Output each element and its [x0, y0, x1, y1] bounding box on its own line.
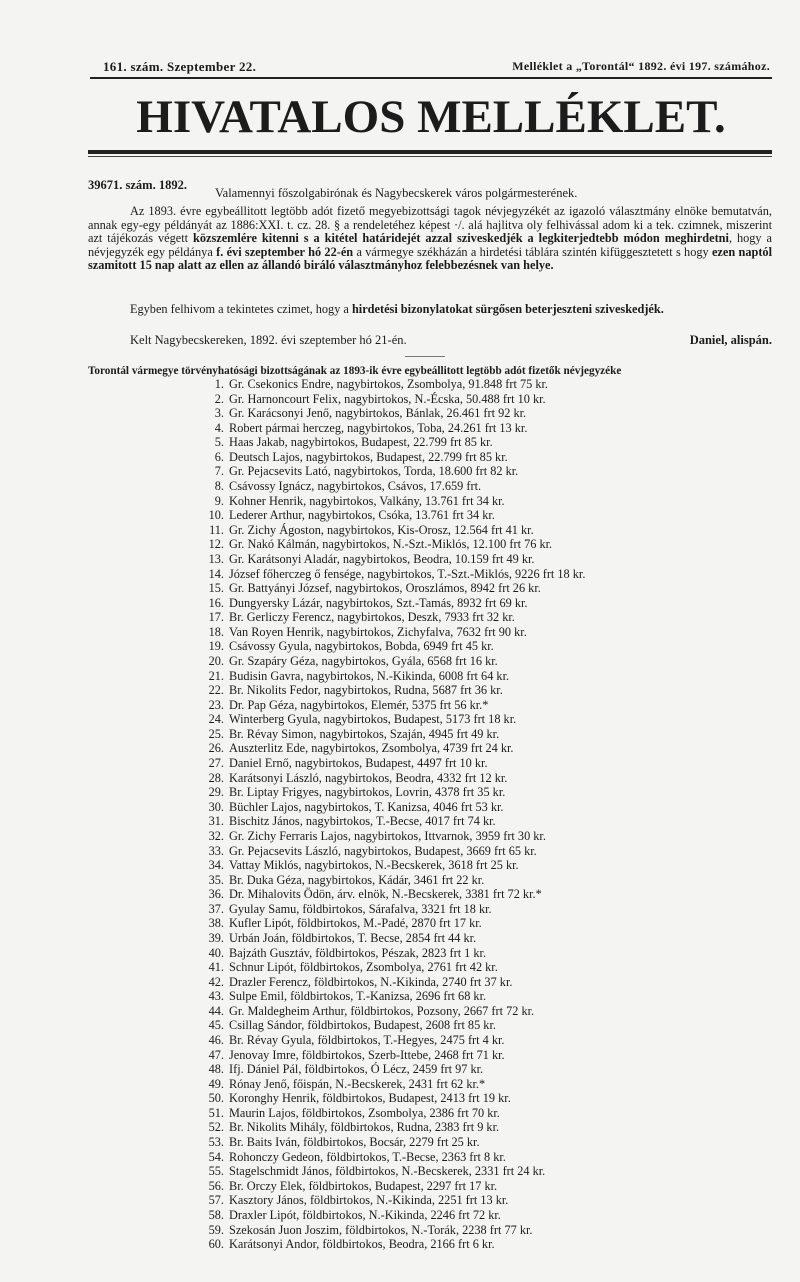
list-item-number: 54. [208, 1149, 224, 1164]
paragraph-segment: hirdetési bizonylatokat sürgősen beterjeszteni sziveskedjék. [351, 302, 664, 316]
paragraph-segment: Egyben felhivom a tekintetes czimet, hogy a [130, 302, 352, 316]
list-item-number: 59. [208, 1222, 224, 1237]
list-item-text: Gr. Pejacsevits László, nagybirtokos, Budapest, 3669 frt 65 kr. [229, 843, 537, 858]
list-item [190, 435, 585, 450]
divider [88, 150, 772, 154]
list-item-number: 51. [208, 1105, 224, 1120]
list-item [190, 858, 585, 873]
list-item-number: 38. [208, 916, 224, 931]
divider [405, 356, 445, 357]
list-item [190, 1120, 585, 1135]
list-item-number: 55. [208, 1164, 224, 1179]
list-item-text: Gr. Karácsonyi Jenő, nagybirtokos, Bánlak, 26.461 frt 92 kr. [229, 406, 527, 421]
list-item [190, 829, 585, 844]
list-item-text: Gr. Zichy Ágoston, nagybirtokos, Kis-Orosz, 12.564 frt 41 kr. [229, 522, 534, 537]
list-item [190, 537, 585, 552]
notice-date: Kelt Nagybecskereken, 1892. évi szeptember hó 21-én. [130, 333, 407, 347]
list-item [190, 552, 585, 567]
list-item [190, 639, 585, 654]
list-item [190, 625, 585, 640]
list-item [190, 785, 585, 800]
list-item-text: Br. Révay Gyula, földbirtokos, T.-Hegyes, 2475 frt 4 kr. [229, 1033, 505, 1048]
list-item [190, 800, 585, 815]
list-item [190, 771, 585, 786]
list-item [190, 406, 585, 421]
list-item-number: 44. [208, 1003, 224, 1018]
list-item [190, 508, 585, 523]
list-item-number: 22. [208, 683, 224, 698]
list-item-number: 37. [208, 901, 224, 916]
notice-number: 39671. szám. 1892. [88, 178, 187, 192]
list-item-text: Br. Baits Iván, földbirtokos, Bocsár, 2279 frt 25 kr. [229, 1135, 480, 1150]
page-header [103, 59, 770, 75]
list-item [190, 479, 585, 494]
list-item-number: 12. [208, 537, 224, 552]
list-item-text: Csillag Sándor, földbirtokos, Budapest, 2608 frt 85 kr. [229, 1018, 496, 1033]
list-item-text: Br. Orczy Elek, földbirtokos, Budapest, 2297 frt 17 kr. [229, 1178, 498, 1193]
list-item-number: 53. [208, 1135, 224, 1150]
paragraph-segment: ezen naptól szamitott 15 nap alatt az ellen az állandó biráló választmányhoz felebbezésnek van helye. [88, 244, 772, 273]
list-item-number: 3. [214, 406, 224, 421]
list-item [190, 712, 585, 727]
list-item-text: Daniel Ernő, nagybirtokos, Budapest, 4497 frt 10 kr. [229, 756, 488, 771]
list-item-number: 23. [208, 697, 224, 712]
divider [90, 77, 772, 79]
list-item [190, 392, 585, 407]
list-item-text: Ifj. Dániel Pál, földbirtokos, Ó Lécz, 2459 frt 97 kr. [229, 1062, 484, 1077]
list-item-number: 26. [208, 741, 224, 756]
list-item-text: Robert pármai herczeg, nagybirtokos, Toba, 24.261 frt 13 kr. [229, 420, 528, 435]
list-heading: Torontál vármegye törvényhatósági bizottságának az 1893-ik évre egybeállitott legtöbb adót fizetők névjegyzéke [88, 365, 622, 377]
list-item [190, 581, 585, 596]
list-item-number: 34. [208, 858, 224, 873]
list-item-number: 46. [208, 1033, 224, 1048]
list-item-text: Drazler Ferencz, földbirtokos, N.-Kikinda, 2740 frt 37 kr. [229, 974, 513, 989]
list-item [190, 844, 585, 859]
list-item-text: Deutsch Lajos, nagybirtokos, Budapest, 22.799 frt 85 kr. [229, 449, 508, 464]
paragraph-segment: a vármegye székházán a hirdetési táblára szintén kifüggesztetett s hogy [353, 244, 712, 259]
list-item-text: Sulpe Emil, földbirtokos, T.-Kanizsa, 2696 frt 68 kr. [229, 989, 487, 1004]
list-item [190, 567, 585, 582]
list-item-number: 5. [214, 435, 224, 450]
list-item-text: Gr. Maldegheim Arthur, földbirtokos, Pozsony, 2667 frt 72 kr. [229, 1003, 535, 1018]
list-item-number: 50. [208, 1091, 224, 1106]
list-item-number: 36. [208, 887, 224, 902]
list-item-number: 31. [208, 814, 224, 829]
list-item [190, 1179, 585, 1194]
list-item [190, 1077, 585, 1092]
list-item [190, 946, 585, 961]
list-item-number: 4. [214, 420, 224, 435]
list-item [190, 698, 585, 713]
list-item-number: 8. [214, 479, 224, 494]
list-item [190, 464, 585, 479]
list-item-text: Br. Nikolits Mihály, földbirtokos, Rudna, 2383 frt 9 kr. [229, 1120, 500, 1135]
list-item-text: Dr. Pap Géza, nagybirtokos, Elemér, 5375 frt 56 kr.* [229, 697, 489, 712]
list-item-text: Br. Duka Géza, nagybirtokos, Kádár, 3461 frt 22 kr. [229, 872, 485, 887]
list-item-text: Auszterlitz Ede, nagybirtokos, Zsombolya, 4739 frt 24 kr. [229, 741, 514, 756]
list-item [190, 887, 585, 902]
list-item-number: 10. [208, 508, 224, 523]
list-item [190, 683, 585, 698]
list-item [190, 1018, 585, 1033]
divider [88, 156, 772, 157]
notice-paragraph-1 [88, 205, 772, 273]
list-item-number: 49. [208, 1076, 224, 1091]
list-item-text: Karátsonyi László, nagybirtokos, Beodra, 4332 frt 12 kr. [229, 770, 508, 785]
list-item-number: 9. [214, 493, 224, 508]
list-item [190, 1208, 585, 1223]
list-item-text: Gr. Nakó Kálmán, nagybirtokos, N.-Szt.-Miklós, 12.100 frt 76 kr. [229, 537, 553, 552]
list-item-number: 57. [208, 1193, 224, 1208]
list-item-text: Gr. Battyányi József, nagybirtokos, Oroszlámos, 8942 frt 26 kr. [229, 581, 541, 596]
list-item-number: 43. [208, 989, 224, 1004]
list-item-text: Gr. Harnoncourt Felix, nagybirtokos, N.-Écska, 50.488 frt 10 kr. [229, 391, 546, 406]
list-item-text: Rónay Jenő, főispán, N.-Becskerek, 2431 frt 62 kr.* [229, 1076, 486, 1091]
list-item-text: Kasztory János, földbirtokos, N.-Kikinda, 2251 frt 13 kr. [229, 1193, 509, 1208]
list-item-number: 58. [208, 1207, 224, 1222]
list-item-number: 40. [208, 945, 224, 960]
paragraph-segment: Az 1893. évre egybeállitott legtöbb adót fizető megyebizottsági tagok névjegyzékét az igazoló választmány elnöke bemutatván, annak egy-egy példányát az 1886:XXI. t. cz. 28. § a rendeletéhez képest ·/. alá hajlitva oly felhivással adom ki a tek. czimnek, miszerint azt tájékozás végett [88, 204, 772, 246]
list-item [190, 1135, 585, 1150]
list-item [190, 1062, 585, 1077]
list-item-number: 21. [208, 668, 224, 683]
list-item-text: Stagelschmidt János, földbirtokos, N.-Becskerek, 2331 frt 24 kr. [229, 1164, 546, 1179]
list-item-number: 24. [208, 712, 224, 727]
list-item [190, 1033, 585, 1048]
list-item-number: 28. [208, 770, 224, 785]
list-item [190, 1237, 585, 1252]
list-item [190, 1223, 585, 1238]
list-item-number: 6. [214, 449, 224, 464]
list-item-number: 45. [208, 1018, 224, 1033]
list-item-text: Koronghy Henrik, földbirtokos, Budapest, 2413 frt 19 kr. [229, 1091, 511, 1106]
list-item-text: József főherczeg ő fensége, nagybirtokos, T.-Szt.-Miklós, 9226 frt 18 kr. [229, 566, 586, 581]
list-item-text: Gr. Pejacsevits Lató, nagybirtokos, Torda, 18.600 frt 82 kr. [229, 464, 519, 479]
list-item-number: 20. [208, 653, 224, 668]
list-item [190, 756, 585, 771]
list-item-number: 41. [208, 960, 224, 975]
list-item-number: 56. [208, 1178, 224, 1193]
list-item [190, 596, 585, 611]
list-item [190, 989, 585, 1004]
list-item-number: 42. [208, 974, 224, 989]
list-item-text: Dungyersky Lázár, nagybirtokos, Szt.-Tamás, 8932 frt 69 kr. [229, 595, 528, 610]
list-item-text: Gr. Zichy Ferraris Lajos, nagybirtokos, Ittvarnok, 3959 frt 30 kr. [229, 828, 546, 843]
list-item [190, 610, 585, 625]
list-item-number: 17. [208, 610, 224, 625]
list-item [190, 1091, 585, 1106]
list-item-number: 7. [214, 464, 224, 479]
list-item [190, 873, 585, 888]
list-item-text: Schnur Lipót, földbirtokos, Zsombolya, 2761 frt 42 kr. [229, 960, 498, 975]
list-item-number: 1. [214, 377, 224, 391]
list-item-text: Büchler Lajos, nagybirtokos, T. Kanizsa, 4046 frt 53 kr. [229, 799, 504, 814]
list-item-text: Draxler Lipót, földbirtokos, N.-Kikinda, 2246 frt 72 kr. [229, 1207, 501, 1222]
list-item [190, 960, 585, 975]
list-item-text: Van Royen Henrik, nagybirtokos, Zichyfalva, 7632 frt 90 kr. [229, 624, 527, 639]
list-item-text: Br. Liptay Frigyes, nagybirtokos, Lovrin, 4378 frt 35 kr. [229, 785, 506, 800]
list-item [190, 494, 585, 509]
list-item-text: Karátsonyi Andor, földbirtokos, Beodra, 2166 frt 6 kr. [229, 1237, 495, 1252]
list-item-number: 13. [208, 551, 224, 566]
list-item-number: 25. [208, 726, 224, 741]
list-item-number: 11. [209, 522, 224, 537]
list-item [190, 1106, 585, 1121]
list-item-number: 47. [208, 1047, 224, 1062]
list-item-text: Maurin Lajos, földbirtokos, Zsombolya, 2386 frt 70 kr. [229, 1105, 500, 1120]
list-item-number: 29. [208, 785, 224, 800]
list-item-number: 19. [208, 639, 224, 654]
list-item-text: Winterberg Gyula, nagybirtokos, Budapest, 5173 frt 18 kr. [229, 712, 517, 727]
list-item-number: 39. [208, 930, 224, 945]
list-item-text: Br. Révay Simon, nagybirtokos, Szaján, 4945 frt 49 kr. [229, 726, 500, 741]
list-item-text: Gr. Szapáry Géza, nagybirtokos, Gyála, 6568 frt 16 kr. [229, 653, 498, 668]
list-item-text: Jenovay Imre, földbirtokos, Szerb-Ittebe, 2468 frt 71 kr. [229, 1047, 505, 1062]
list-item-text: Bischitz János, nagybirtokos, T.-Becse, 4017 frt 74 kr. [229, 814, 496, 829]
list-item-number: 27. [208, 756, 224, 771]
paragraph-segment: közszemlére kitenni s a kitétel határidejét azzal sziveskedjék a legkiterjedtebb módon meghirdetni [193, 231, 729, 246]
list-item [190, 523, 585, 538]
list-item-number: 60. [208, 1237, 224, 1252]
list-item-text: Urbán Joán, földbirtokos, T. Becse, 2854 frt 44 kr. [229, 930, 477, 945]
list-item [190, 669, 585, 684]
taxpayer-list [190, 377, 585, 1252]
list-item-text: Haas Jakab, nagybirtokos, Budapest, 22.799 frt 85 kr. [229, 435, 493, 450]
list-item-text: Gr. Karátsonyi Aladár, nagybirtokos, Beodra, 10.159 frt 49 kr. [229, 551, 535, 566]
list-item [190, 902, 585, 917]
list-item [190, 975, 585, 990]
list-item-number: 32. [208, 828, 224, 843]
list-item-text: Budisin Gavra, nagybirtokos, N.-Kikinda, 6008 frt 64 kr. [229, 668, 510, 683]
list-item-number: 35. [208, 872, 224, 887]
paragraph-segment: , hogy a névjegyzék egy példánya [88, 231, 772, 259]
list-item [190, 421, 585, 436]
list-item-number: 14. [208, 566, 224, 581]
list-item-number: 48. [208, 1062, 224, 1077]
list-item-text: Csávossy Ignácz, nagybirtokos, Csávos, 17.659 frt. [229, 479, 482, 494]
list-item [190, 450, 585, 465]
list-item [190, 1150, 585, 1165]
list-item [190, 814, 585, 829]
page-title: HIVATALOS MELLÉKLET. [136, 91, 726, 143]
list-item-text: Kufler Lipót, földbirtokos, M.-Padé, 2870 frt 17 kr. [229, 916, 482, 931]
list-item [190, 654, 585, 669]
list-item-number: 30. [208, 799, 224, 814]
list-item [190, 931, 585, 946]
list-item-text: Gr. Csekonics Endre, nagybirtokos, Zsombolya, 91.848 frt 75 kr. [229, 377, 548, 391]
list-item-text: Csávossy Gyula, nagybirtokos, Bobda, 6949 frt 45 kr. [229, 639, 494, 654]
list-item-text: Szekosán Juon Joszim, földbirtokos, N.-Torák, 2238 frt 77 kr. [229, 1222, 533, 1237]
list-item-text: Bajzáth Gusztáv, földbirtokos, Pészak, 2823 frt 1 kr. [229, 945, 487, 960]
list-item-text: Br. Gerliczy Ferencz, nagybirtokos, Deszk, 7933 frt 32 kr. [229, 610, 515, 625]
list-item [190, 377, 585, 392]
list-item-text: Gyulay Samu, földbirtokos, Sárafalva, 3321 frt 18 kr. [229, 901, 492, 916]
list-item [190, 741, 585, 756]
list-item-text: Rohonczy Gedeon, földbirtokos, T.-Becse, 2363 frt 8 kr. [229, 1149, 506, 1164]
issue-line: 161. szám. Szeptember 22. [103, 59, 257, 74]
notice-signature: Daniel, alispán. [689, 333, 772, 347]
supplement-line: Melléklet a „Torontál“ 1892. évi 197. számához. [512, 59, 770, 73]
list-item-text: Dr. Mihalovits Ödön, árv. elnök, N.-Becskerek, 3381 frt 72 kr.* [229, 887, 542, 902]
list-item [190, 1004, 585, 1019]
notice-paragraph-2 [88, 303, 772, 317]
list-item-text: Kohner Henrik, nagybirtokos, Valkány, 13.761 frt 34 kr. [229, 493, 505, 508]
list-item-number: 33. [208, 843, 224, 858]
list-item-number: 16. [208, 595, 224, 610]
list-item-text: Vattay Miklós, nagybirtokos, N.-Becskerek, 3618 frt 25 kr. [229, 858, 519, 873]
list-item-number: 52. [208, 1120, 224, 1135]
notice-addressee: Valamennyi főszolgabirónak és Nagybecskerek város polgármesterének. [215, 186, 578, 200]
list-item [190, 916, 585, 931]
list-item [190, 1048, 585, 1063]
list-item [190, 727, 585, 742]
list-item-text: Br. Nikolits Fedor, nagybirtokos, Rudna, 5687 frt 36 kr. [229, 683, 503, 698]
list-item-text: Lederer Arthur, nagybirtokos, Csóka, 13.761 frt 34 kr. [229, 508, 495, 523]
list-item [190, 1193, 585, 1208]
list-item-number: 2. [214, 391, 224, 406]
list-item-number: 18. [208, 624, 224, 639]
list-item-number: 15. [208, 581, 224, 596]
list-item [190, 1164, 585, 1179]
paragraph-segment: f. évi szeptember hó 22-én [216, 244, 354, 259]
